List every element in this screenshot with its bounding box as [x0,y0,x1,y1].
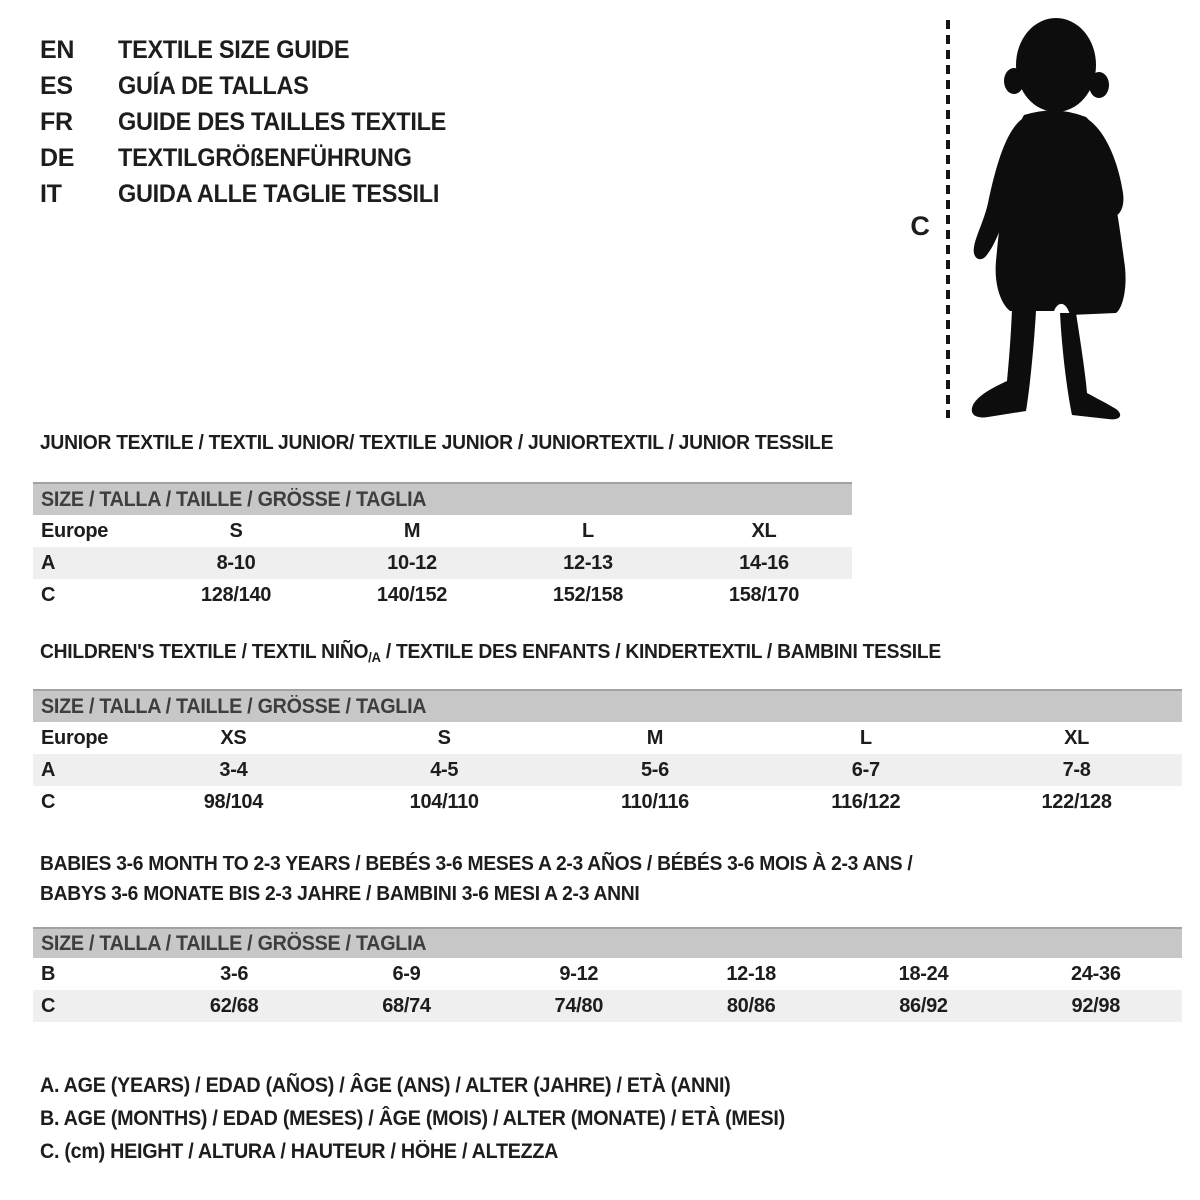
table-cell: 18-24 [898,962,949,985]
table-row [33,547,852,579]
row-label-cell: C [41,790,56,813]
region-label-cell: Europe [41,726,109,749]
language-title: TEXTILGRÖßENFÜHRUNG [118,143,412,172]
table-cell: 80/86 [726,994,776,1017]
table-cell: 92/98 [1071,994,1121,1017]
table-row [33,786,1182,818]
language-row [40,140,467,176]
table-cell: 5-6 [640,758,669,781]
table-cell: 152/158 [552,583,624,606]
table-cell: 128/140 [200,583,272,606]
table-row [33,754,1182,786]
size-column-header: XS [220,726,247,749]
junior-size-table [33,515,852,611]
baby-silhouette-image [966,15,1146,421]
language-title: GUIDA ALLE TAGLIE TESSILI [118,179,440,208]
table-cell: 7-8 [1062,758,1091,781]
size-header-text: SIZE / TALLA / TAILLE / GRÖSSE / TAGLIA [41,694,427,718]
language-code: FR [40,107,73,136]
table-cell: 62/68 [209,994,259,1017]
language-row [40,68,467,104]
children-title-subscript: /A [368,649,381,665]
table-cell: 14-16 [739,551,789,574]
table-cell: 110/116 [620,790,689,813]
region-label-cell: Europe [41,519,109,542]
language-title: GUÍA DE TALLAS [118,71,309,100]
row-label-cell: B [41,962,56,985]
row-label-cell: A [41,758,56,781]
children-section-title [40,640,941,669]
babies-section-title-line1: BABIES 3-6 MONTH TO 2-3 YEARS / BEBÉS 3-6 MESES A 2-3 AÑOS / BÉBÉS 3-6 MOIS À 2-3 ANS / [40,852,913,875]
junior-size-header-bar [33,482,852,515]
height-measure-dashed-line [946,20,950,418]
table-header-row [33,722,1182,754]
children-title-text: CHILDREN'S TEXTILE / TEXTIL NIÑO [40,640,369,663]
language-title: GUIDE DES TAILLES TEXTILE [118,107,447,136]
table-cell: 4-5 [430,758,459,781]
language-row [40,32,467,68]
legend-line-c: C. (cm) HEIGHT / ALTURA / HAUTEUR / HÖHE / ALTEZZA [40,1140,559,1163]
table-cell: 12-18 [726,962,776,985]
row-label-cell: C [41,994,56,1017]
table-cell: 122/128 [1041,790,1112,813]
table-row [33,579,852,611]
babies-size-header-bar [33,927,1182,958]
table-cell: 24-36 [1070,962,1121,985]
size-column-header: L [859,726,872,749]
table-cell: 68/74 [382,994,431,1017]
size-column-header: L [582,519,594,542]
table-row [33,958,1182,990]
row-label-cell: A [41,551,56,574]
language-code: DE [40,143,75,172]
size-column-header: M [646,726,664,749]
table-cell: 9-12 [559,962,599,985]
table-cell: 6-7 [851,758,880,781]
table-cell: 98/104 [203,790,264,813]
table-cell: 158/170 [728,583,800,606]
language-row [40,104,467,140]
table-cell: 116/122 [831,790,901,813]
table-cell: 3-4 [219,758,248,781]
size-column-header: S [437,726,451,749]
table-cell: 12-13 [563,551,613,574]
legend-line-b: B. AGE (MONTHS) / EDAD (MESES) / ÂGE (MOIS) / ALTER (MONATE) / ETÀ (MESI) [40,1107,785,1130]
table-header-row [33,515,852,547]
table-cell: 86/92 [899,994,948,1017]
language-code: IT [40,179,62,208]
junior-section-title: JUNIOR TEXTILE / TEXTIL JUNIOR/ TEXTILE JUNIOR / JUNIORTEXTIL / JUNIOR TESSILE [40,431,834,454]
language-title: TEXTILE SIZE GUIDE [118,35,350,64]
babies-size-table [33,958,1182,1022]
language-code: ES [40,71,73,100]
babies-section-title-line2: BABYS 3-6 MONATE BIS 2-3 JAHRE / BAMBINI 3-6 MESI A 2-3 ANNI [40,882,640,905]
language-code: EN [40,35,75,64]
table-cell: 8-10 [216,551,256,574]
size-column-header: S [229,519,243,542]
size-column-header: M [403,519,421,542]
table-cell: 3-6 [220,962,249,985]
size-header-text: SIZE / TALLA / TAILLE / GRÖSSE / TAGLIA [41,487,427,511]
size-header-text: SIZE / TALLA / TAILLE / GRÖSSE / TAGLIA [41,931,427,955]
children-title-text: / TEXTILE DES ENFANTS / KINDERTEXTIL / BAMBINI TESSILE [380,640,941,663]
height-measure-label: C [910,211,930,241]
children-size-header-bar [33,689,1182,722]
table-cell: 74/80 [554,994,604,1017]
legend-line-a: A. AGE (YEARS) / EDAD (AÑOS) / ÂGE (ANS) / ALTER (JAHRE) / ETÀ (ANNI) [40,1074,731,1097]
language-row [40,176,467,212]
table-cell: 104/110 [409,790,479,813]
size-column-header: XL [751,519,777,542]
children-size-table [33,722,1182,818]
table-cell: 10-12 [387,551,437,574]
row-label-cell: C [41,583,56,606]
size-column-header: XL [1064,726,1090,749]
table-cell: 6-9 [392,962,421,985]
table-row [33,990,1182,1022]
language-list [40,32,467,212]
measurement-legend [40,1069,832,1168]
table-cell: 140/152 [376,583,448,606]
